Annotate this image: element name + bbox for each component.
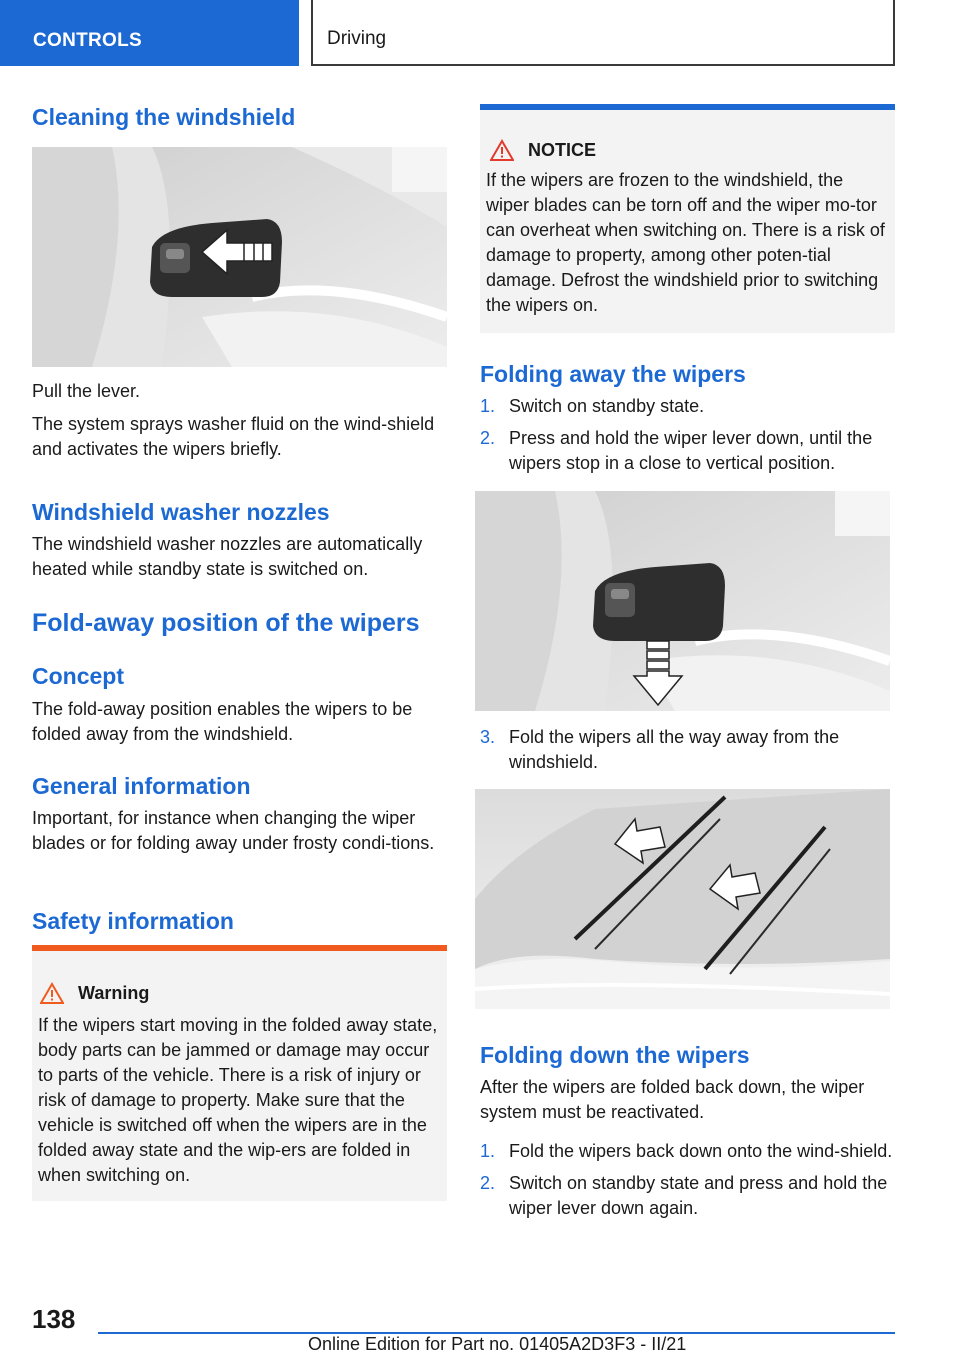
- notice-callout: [480, 104, 895, 333]
- lever-down-figure: [475, 491, 890, 711]
- list-item: 1. Fold the wipers back down onto the wind-shield.: [480, 1141, 893, 1161]
- page-number: 138: [32, 1304, 76, 1334]
- folding-down-steps: [480, 1139, 895, 1221]
- safety-heading: Safety information: [32, 908, 234, 934]
- notice-label: NOTICE: [528, 139, 597, 160]
- notice-text: If the wipers are frozen to the windshield, the wiper blades can be torn off and the wiper mo-tor can overheat when switching on. There is a risk of damage to property, among other poten-tial damage. Defrost the windshield prior to switching the wipers on.: [486, 170, 885, 315]
- folding-down-heading: Folding down the wipers: [480, 1042, 750, 1068]
- warning-header: [32, 951, 447, 1009]
- chapter-title: Driving: [311, 0, 895, 66]
- foldaway-heading: Fold-away position of the wipers: [32, 609, 420, 637]
- wipers-fold-illustration: [475, 789, 890, 1009]
- notice-header: [480, 110, 895, 166]
- folding-down-description: After the wipers are folded back down, the wiper system must be reactivated.: [480, 1077, 865, 1122]
- section-tab: CONTROLS: [0, 0, 299, 66]
- edition-info: Online Edition for Part no. 01405A2D3F3 - II/21: [308, 1334, 687, 1354]
- list-item: 1. Switch on standby state.: [480, 396, 705, 416]
- warning-text: If the wipers start moving in the folded away state, body parts can be jammed or damage may occur to parts of the vehicle. There is a risk of injury or risk of damage to property. Make sure that the vehicle is switched off when the wipers are in the folded away state and the wip-ers are folded in when switching on.: [38, 1015, 438, 1185]
- warning-triangle-icon: [40, 982, 64, 1004]
- concept-description: The fold-away position enables the wipers to be folded away from the windshield.: [32, 699, 413, 744]
- folding-away-steps-a: [480, 394, 895, 476]
- concept-heading: Concept: [32, 663, 124, 689]
- cleaning-heading: Cleaning the windshield: [32, 104, 296, 130]
- list-item: 2. Switch on standby state and press and hold the wiper lever down again.: [480, 1173, 888, 1218]
- folding-away-heading: Folding away the wipers: [480, 361, 746, 387]
- warning-callout: [32, 945, 447, 1201]
- list-item: 3. Fold the wipers all the way away from the windshield.: [480, 727, 840, 772]
- warning-triangle-icon: [490, 139, 514, 161]
- list-item: 2. Press and hold the wiper lever down, until the wipers stop in a close to vertical position.: [480, 428, 873, 473]
- lever-down-illustration: [475, 491, 890, 711]
- lever-pull-figure: [32, 147, 447, 367]
- page-footer: [0, 1290, 960, 1362]
- general-heading: General information: [32, 773, 251, 799]
- page-header: [0, 0, 960, 66]
- nozzles-heading: Windshield washer nozzles: [32, 499, 330, 525]
- cleaning-step-text: Pull the lever.: [32, 381, 141, 401]
- warning-label: Warning: [78, 982, 150, 1003]
- cleaning-description: The system sprays washer fluid on the wind-shield and activates the wipers briefly.: [32, 414, 435, 459]
- nozzles-description: The windshield washer nozzles are automatically heated while standby state is switched on.: [32, 534, 423, 579]
- general-description: Important, for instance when changing the wiper blades or for folding away under frosty condi-tions.: [32, 808, 435, 853]
- wipers-fold-figure: [475, 789, 890, 1009]
- lever-pull-illustration: [32, 147, 447, 367]
- folding-away-steps-b: [480, 725, 895, 775]
